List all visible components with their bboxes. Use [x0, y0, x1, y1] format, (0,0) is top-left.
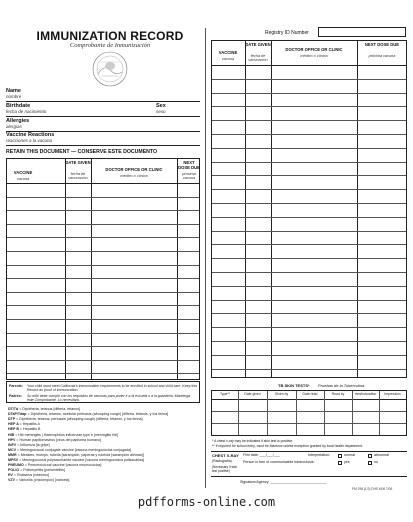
col-vaccine-header: VACCINE: [218, 50, 238, 55]
page-subtitle: Comprobante de Inmunización: [69, 42, 151, 49]
col-doctor-header: DOCTOR OFFICE OR CLINIC: [105, 167, 163, 172]
no-checkbox[interactable]: [368, 461, 372, 465]
yes-checkbox[interactable]: [338, 461, 342, 465]
tb-table: [211, 390, 407, 436]
table-row[interactable]: [212, 300, 406, 301]
parents-text-es: Su niño debe cumplir con los requisitos de vacunas para poder ir a la escuela o a la guardería. Mantenga este Comprobante. Lo necesitará.: [27, 394, 191, 403]
form-number: PM 298 (1/3) DHS 6/06 7/06: [352, 487, 393, 491]
allergies-label: Allergies: [6, 118, 30, 124]
col-vaccine-header-es: vacuna: [16, 177, 30, 181]
table-row[interactable]: [7, 197, 199, 198]
tb-column-header: Impression: [384, 392, 401, 396]
tb-col-line: [324, 391, 325, 435]
tb-note-1: * A chest x-ray may be indicated if skin test is positive.: [212, 439, 294, 443]
table-row[interactable]: [212, 327, 406, 328]
abbreviation-text: = Measles, mumps, rubella [sarampión, paperas y rubéola (sarampión alemán)]: [17, 452, 145, 457]
abbreviation-code: INFV: [8, 442, 18, 447]
tb-note-2: ** If required for school entry, must be Mantoux unless exception granted by local health department.: [212, 444, 363, 448]
chest-label: CHEST X-RAY: [212, 453, 239, 458]
abbreviation-text: = Meningococcal conjugate vaccine [vacuna meningocócica conjugada]: [16, 447, 131, 452]
abbreviation-item: [8, 417, 142, 422]
parents-notice: [6, 381, 200, 403]
abbreviation-text: = Hepatitis B: [19, 427, 41, 432]
col-date-header-es: fecha de vacunación: [248, 54, 268, 63]
abbreviation-item: [8, 448, 131, 453]
table-row[interactable]: [212, 162, 406, 163]
tb-col-line: [352, 391, 353, 435]
abbreviation-item: [8, 463, 101, 468]
tb-column-header: Given by: [274, 392, 289, 396]
table-row[interactable]: [7, 292, 199, 293]
table-row[interactable]: [212, 217, 406, 218]
col-next-header: NEXT DOSE DUE: [178, 160, 200, 170]
abbreviation-text: = Diphtheria, tetanus, acellular pertussis (whooping cough) [difteria, tétanos, y tos ferina]: [27, 412, 169, 417]
table-row[interactable]: [212, 79, 406, 80]
table-row[interactable]: [7, 360, 199, 361]
abbreviation-item: [8, 473, 49, 478]
table-row[interactable]: [7, 224, 199, 225]
normal-label: normal: [344, 453, 355, 457]
table-row[interactable]: [212, 203, 406, 204]
table-row[interactable]: [212, 106, 406, 107]
col-date-header: DATE GIVEN: [245, 42, 271, 47]
table-row[interactable]: [7, 278, 199, 279]
tb-header-divider: [212, 399, 406, 400]
tb-row-line: [212, 423, 406, 424]
table-row[interactable]: [212, 231, 406, 232]
abbreviation-code: POLIO: [8, 468, 21, 473]
chest-label-2: (Radiografía): [212, 459, 232, 463]
free-text: Person is free of communicable tuberculosis:: [243, 460, 315, 464]
tb-column-header: Read by: [331, 392, 345, 396]
table-row[interactable]: [7, 251, 199, 252]
table-row[interactable]: [7, 373, 199, 374]
table-row[interactable]: [212, 258, 406, 259]
col-doctor-header-es: médico o clínica: [120, 174, 148, 178]
abbreviation-item: [8, 427, 40, 432]
table-row[interactable]: [7, 319, 199, 320]
yes-label: yes: [344, 460, 350, 464]
tb-row-line: [212, 411, 406, 412]
table-row[interactable]: [7, 237, 199, 238]
abbreviation-code: MPSV: [8, 458, 20, 462]
table-header-divider: [7, 183, 199, 184]
tb-title: TB SKIN TESTS*: [278, 383, 310, 388]
col-vaccine-header: VACCINE: [13, 170, 33, 175]
abbreviation-item: [8, 433, 118, 438]
normal-checkbox[interactable]: [338, 454, 342, 458]
table-row[interactable]: [212, 341, 406, 342]
right-vaccine-table: [211, 40, 407, 378]
abbreviation-item: [8, 468, 65, 473]
abbreviation-text: = Hepatitis A: [19, 422, 40, 427]
abbreviation-text: = Meningococcal polysaccharide vaccine [vacuna meningocócica polisacárida]: [19, 458, 145, 462]
table-row[interactable]: [212, 272, 406, 273]
abnormal-checkbox[interactable]: [368, 454, 372, 458]
tb-column-header: Date given: [244, 392, 261, 396]
col-date-header-es: fecha de vacunación: [68, 172, 88, 181]
reactions-label-es: reacciones a la vacuna: [6, 138, 53, 143]
table-row[interactable]: [212, 286, 406, 287]
page-title: IMMUNIZATION RECORD: [36, 29, 184, 43]
abbreviation-item: [8, 478, 69, 483]
registry-id-field[interactable]: [318, 27, 406, 37]
table-row[interactable]: [7, 333, 199, 334]
col-next-header-es: próxima vacuna: [182, 172, 196, 181]
col-next-header-es: próxima vacuna: [368, 54, 396, 58]
footer-watermark: pdfforms-online.com: [137, 495, 276, 509]
table-row[interactable]: [7, 305, 199, 306]
table-row[interactable]: [212, 148, 406, 149]
parents-text-en: Your child must meet California's immunization requirements to be enrolled in school and child care. Keep this Record as proof of immunization.: [27, 384, 197, 393]
tb-col-line: [296, 391, 297, 435]
col-next-header: NEXT DOSE DUE: [364, 42, 400, 47]
abbreviation-item: [8, 453, 144, 458]
interpretation-label: Interpretation:: [308, 453, 331, 457]
abbreviation-text: = Rotavirus [rotavirus]: [13, 473, 49, 478]
abbreviation-code: HEP A: [8, 422, 20, 427]
abbreviation-code: MMR: [8, 452, 18, 457]
abbreviation-item: [8, 412, 168, 417]
abbreviation-text: = Pneumococcal vaccine [vacuna neumocócica]: [24, 463, 102, 468]
abbreviation-text: = Varicella (chickenpox) [varicela]: [16, 478, 70, 483]
parents-label: Parents:: [9, 384, 24, 388]
col-doctor-header: DOCTOR OFFICE OR CLINIC: [285, 47, 343, 52]
abbreviation-code: RV: [8, 473, 14, 478]
left-vaccine-table: [6, 158, 200, 380]
name-field[interactable]: [6, 101, 200, 102]
allergies-label-es: alergias: [6, 124, 22, 129]
abnormal-label: abnormal: [374, 453, 389, 457]
table-row[interactable]: [212, 244, 406, 245]
abbreviation-item: [8, 458, 144, 463]
abbreviation-code: DTP: [8, 417, 17, 422]
abbreviation-code: VZV: [8, 478, 16, 483]
abbreviation-text: = Diphtheria, tetanus [difteria, tétanos]: [19, 407, 81, 411]
abbreviation-text: = Human papillomavirus [virus del papiloma humano]: [16, 437, 101, 442]
abbreviation-text: = Influenza [la gripe]: [17, 442, 50, 447]
name-label-es: nombre: [6, 94, 22, 99]
abbreviation-item: [8, 443, 50, 448]
abbreviation-text: = Diphtheria, tetanus, pertussis (whooping cough) [difteria, tétanos, y tos ferina]: [16, 417, 143, 422]
film-date-field[interactable]: Film date: ___/___/___: [243, 453, 280, 457]
table-row[interactable]: [212, 355, 406, 356]
table-header-divider: [212, 65, 406, 66]
tb-col-line: [379, 391, 380, 435]
page-divider: [205, 28, 206, 488]
table-row[interactable]: [212, 120, 406, 121]
abbreviation-code: PNEUMO: [8, 463, 25, 468]
table-row[interactable]: [7, 346, 199, 347]
abbreviation-item: [8, 407, 80, 412]
reactions-label: Vaccine Reactions: [6, 132, 55, 138]
chest-xray-section: [211, 451, 407, 477]
col-vaccine-header-es: vacuna: [221, 57, 235, 61]
col-doctor-header-es: médico o clínica: [300, 54, 328, 58]
reactions-field[interactable]: [6, 145, 200, 146]
table-row[interactable]: [7, 210, 199, 211]
abbreviation-code: HIB: [8, 432, 16, 437]
col-date-header: DATE GIVEN: [65, 160, 91, 165]
sex-label: Sex: [156, 103, 166, 109]
abbreviation-code: HPV: [8, 437, 17, 442]
chest-label-3: (Necessary if skin test positive): [212, 465, 238, 473]
signature-field[interactable]: Signature/Agency: ____________________________: [240, 480, 327, 484]
birthdate-label-es: fecha de nacimiento: [6, 109, 47, 114]
table-row[interactable]: [7, 265, 199, 266]
table-row[interactable]: [212, 313, 406, 314]
birthdate-label: Birthdate: [6, 103, 31, 109]
tb-column-header: Date read: [302, 392, 318, 396]
retain-notice: RETAIN THIS DOCUMENT — CONSERVE ESTE DOCUMENTO: [6, 149, 158, 155]
birthdate-field[interactable]: [6, 116, 200, 117]
tb-column-header: Type**: [220, 392, 230, 396]
abbreviation-item: [8, 438, 101, 443]
table-row[interactable]: [212, 175, 406, 176]
table-row[interactable]: [212, 369, 406, 370]
padres-label: Padres:: [9, 394, 22, 398]
tb-title-es: Pruebas de la Tuberculina: [318, 383, 365, 388]
table-row[interactable]: [212, 189, 406, 190]
sex-label-es: sexo: [156, 109, 166, 114]
name-label: Name: [6, 88, 21, 94]
tb-col-line: [267, 391, 268, 435]
abbreviation-text: = Hib meningitis | Haemophilus influenzae type b [meningitis hib]: [15, 432, 118, 437]
abbreviation-code: HEP B: [8, 427, 20, 432]
state-seal-icon: [86, 50, 134, 88]
abbreviation-code: MCV: [8, 447, 17, 452]
abbreviation-item: [8, 422, 40, 427]
tb-column-header: mm/induration: [354, 392, 377, 396]
no-label: no: [374, 460, 378, 464]
abbreviation-text: = Poliomyelitis [poliomielitis]: [20, 468, 65, 473]
table-row[interactable]: [212, 93, 406, 94]
abbreviation-code: DT/Td: [8, 407, 20, 411]
registry-label: Registry ID Number: [265, 30, 309, 36]
tb-col-line: [238, 391, 239, 435]
abbreviation-code: DTaP/Tdap: [8, 412, 28, 417]
table-row[interactable]: [212, 134, 406, 135]
